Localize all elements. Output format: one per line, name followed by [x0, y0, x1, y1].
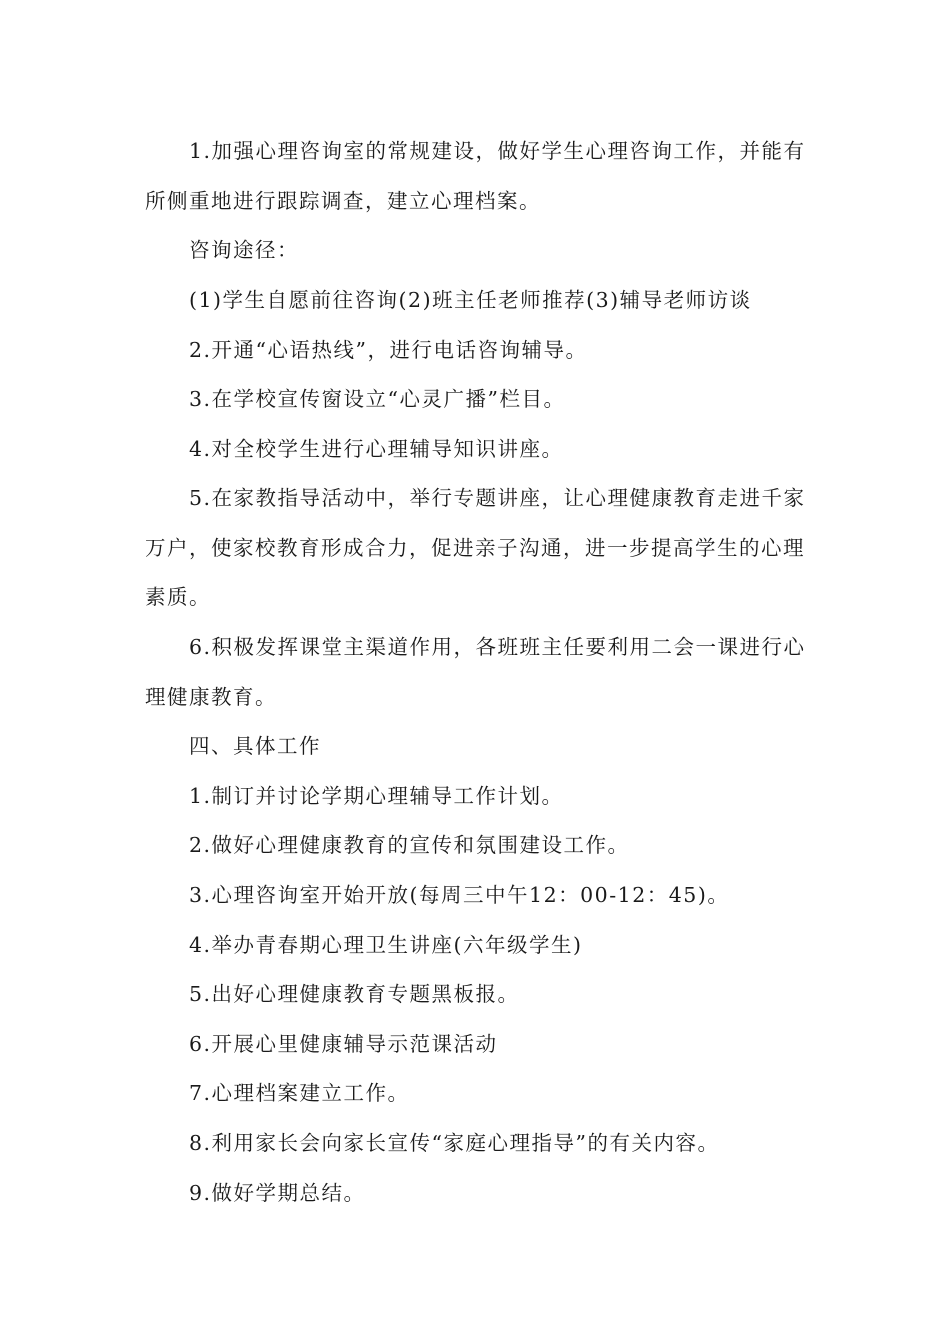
list-item-summary: 9.做好学期总结。 — [189, 1181, 366, 1205]
list-item-publicity: 2.做好心理健康教育的宣传和氛围建设工作。 — [189, 833, 630, 857]
list-item-puberty-lecture: 4.举办青春期心理卫生讲座(六年级学生) — [189, 933, 583, 957]
paragraph-counseling-room: 1.加强心理咨询室的常规建设，做好学生心理咨询工作，并能有所侧重地进行跟踪调查，建立心理档案。 — [145, 139, 806, 213]
paragraph-counseling-channels: (1)学生自愿前往咨询(2)班主任老师推荐(3)辅导老师访谈 — [189, 288, 752, 312]
paragraph-hotline: 2.开通“心语热线”，进行电话咨询辅导。 — [189, 338, 588, 362]
paragraph-counseling-channels-heading: 咨询途径： — [189, 238, 299, 262]
paragraph-classroom-channel: 6.积极发挥课堂主渠道作用，各班班主任要利用二会一课进行心理健康教育。 — [145, 635, 806, 709]
section-heading-specific-work: 四、具体工作 — [189, 734, 321, 758]
list-item-room-opening: 3.心理咨询室开始开放(每周三中午12：00-12：45)。 — [189, 883, 730, 907]
list-item-plan: 1.制订并讨论学期心理辅导工作计划。 — [189, 784, 564, 808]
paragraph-family-education: 5.在家教指导活动中，举行专题讲座，让心理健康教育走进千家万户，使家校教育形成合力，促进亲子沟通，进一步提高学生的心理素质。 — [145, 486, 806, 609]
paragraph-lectures: 4.对全校学生进行心理辅导知识讲座。 — [189, 437, 564, 461]
paragraph-broadcast-column: 3.在学校宣传窗设立“心灵广播”栏目。 — [189, 387, 566, 411]
list-item-blackboard: 5.出好心理健康教育专题黑板报。 — [189, 982, 520, 1006]
list-item-demo-class: 6.开展心里健康辅导示范课活动 — [189, 1032, 498, 1056]
list-item-parent-meeting: 8.利用家长会向家长宣传“家庭心理指导”的有关内容。 — [189, 1131, 720, 1155]
list-item-archives: 7.心理档案建立工作。 — [189, 1081, 410, 1105]
